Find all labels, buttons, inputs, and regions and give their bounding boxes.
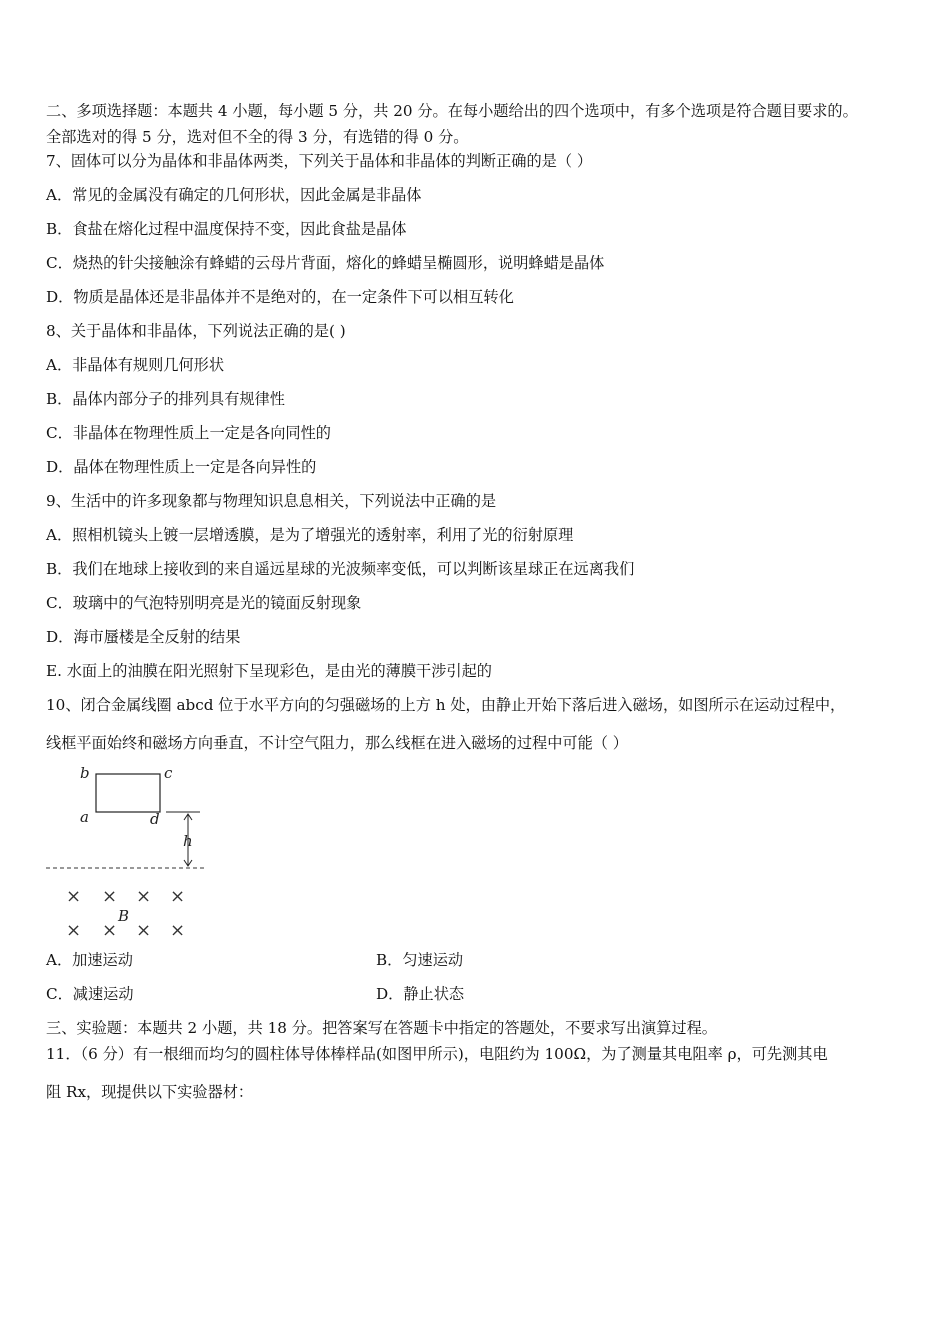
label-c: c bbox=[164, 764, 173, 782]
label-a: a bbox=[80, 808, 89, 826]
q9-option-b: B．我们在地球上接收到的来自遥远星球的光波频率变低，可以判断该星球正在远离我们 bbox=[46, 560, 635, 578]
q8-option-a: A．非晶体有规则几何形状 bbox=[46, 356, 225, 374]
field-cross: × bbox=[136, 920, 152, 941]
q11-stem-line2: 阻 Rx，现提供以下实验器材： bbox=[46, 1083, 254, 1101]
field-cross: × bbox=[66, 920, 82, 941]
field-cross: × bbox=[170, 886, 186, 907]
q9-option-e: E. 水面上的油膜在阳光照射下呈现彩色，是由光的薄膜干涉引起的 bbox=[46, 662, 492, 680]
q10-stem-line1: 10、闭合金属线圈 abcd 位于水平方向的匀强磁场的上方 h 处，由静止开始下落后进入磁场，如图所示在运动过程中， bbox=[46, 696, 846, 714]
coil-rectangle bbox=[96, 774, 160, 812]
q9-option-c: C．玻璃中的气泡特别明亮是光的镜面反射现象 bbox=[46, 594, 362, 612]
q8-stem: 8、关于晶体和非晶体，下列说法正确的是( ) bbox=[46, 322, 346, 340]
q9-option-d: D．海市蜃楼是全反射的结果 bbox=[46, 628, 241, 646]
q7-option-c: C．烧热的针尖接触涂有蜂蜡的云母片背面，熔化的蜂蜡呈椭圆形，说明蜂蜡是晶体 bbox=[46, 254, 605, 272]
field-cross: × bbox=[136, 886, 152, 907]
section2-heading-line1: 二、多项选择题：本题共 4 小题，每小题 5 分，共 20 分。在每小题给出的四个选项中，有多个选项是符合题目要求的。 bbox=[46, 102, 858, 120]
q9-option-a: A．照相机镜头上镀一层增透膜，是为了增强光的透射率，利用了光的衍射原理 bbox=[46, 526, 574, 544]
q7-option-d: D．物质是晶体还是非晶体并不是绝对的，在一定条件下可以相互转化 bbox=[46, 288, 514, 306]
field-cross: × bbox=[170, 920, 186, 941]
section2-heading-line2: 全部选对的得 5 分，选对但不全的得 3 分，有选错的得 0 分。 bbox=[46, 128, 469, 146]
field-cross: × bbox=[102, 920, 118, 941]
q8-option-c: C．非晶体在物理性质上一定是各向同性的 bbox=[46, 424, 331, 442]
q10-stem-line2: 线框平面始终和磁场方向垂直，不计空气阻力，那么线框在进入磁场的过程中可能（ ） bbox=[46, 734, 628, 752]
q10-option-c: C．减速运动 bbox=[46, 985, 134, 1003]
label-d: d bbox=[150, 810, 160, 828]
label-b: b bbox=[80, 764, 90, 782]
q10-option-d: D．静止状态 bbox=[376, 985, 465, 1003]
field-cross: × bbox=[66, 886, 82, 907]
label-h: h bbox=[183, 832, 193, 850]
q8-option-b: B．晶体内部分子的排列具有规律性 bbox=[46, 390, 285, 408]
q8-option-d: D．晶体在物理性质上一定是各向异性的 bbox=[46, 458, 317, 476]
q11-stem-line1: 11．（6 分）有一根细而均匀的圆柱体导体棒样品(如图甲所示)，电阻约为 100Ω，为了测量其电阻率 ρ，可先测其电 bbox=[46, 1045, 828, 1063]
q7-option-b: B．食盐在熔化过程中温度保持不变，因此食盐是晶体 bbox=[46, 220, 407, 238]
coil-magnetic-field-figure bbox=[46, 762, 216, 942]
q7-stem: 7、固体可以分为晶体和非晶体两类，下列关于晶体和非晶体的判断正确的是（ ） bbox=[46, 152, 593, 170]
q10-option-a: A．加速运动 bbox=[46, 951, 133, 969]
section3-heading: 三、实验题：本题共 2 小题，共 18 分。把答案写在答题卡中指定的答题处，不要求写出演算过程。 bbox=[46, 1019, 717, 1037]
label-B-field: B bbox=[118, 907, 130, 925]
q10-option-b: B．匀速运动 bbox=[376, 951, 464, 969]
q9-stem: 9、生活中的许多现象都与物理知识息息相关，下列说法中正确的是 bbox=[46, 492, 497, 510]
field-cross: × bbox=[102, 886, 118, 907]
q7-option-a: A．常见的金属没有确定的几何形状，因此金属是非晶体 bbox=[46, 186, 422, 204]
